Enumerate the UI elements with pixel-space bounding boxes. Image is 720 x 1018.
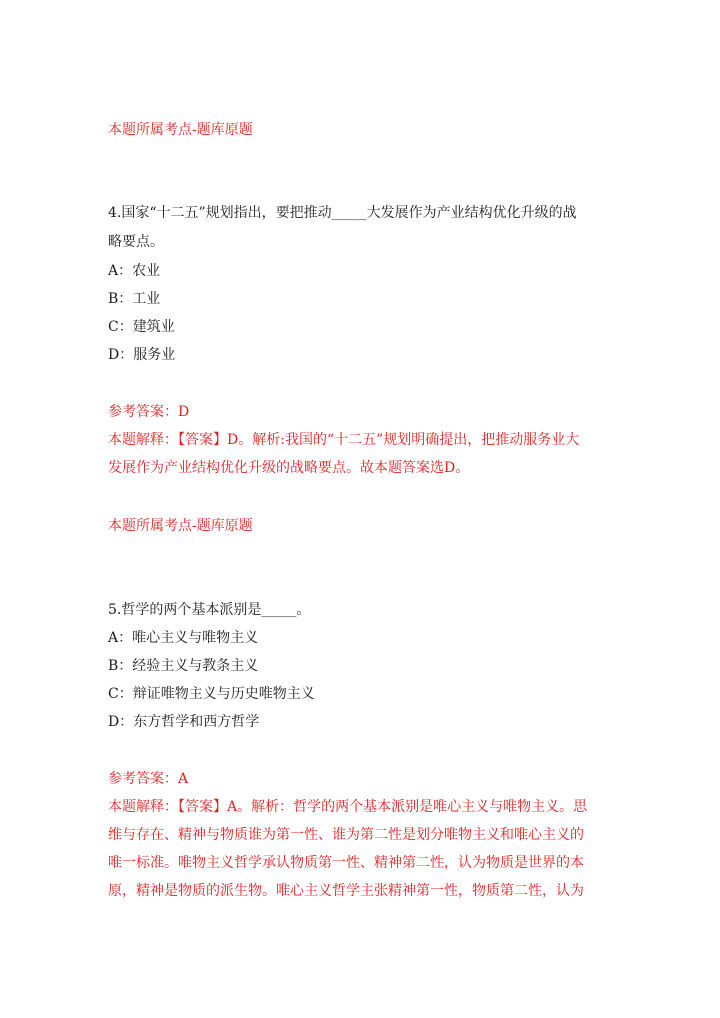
question-source-label: 本题所属考点-题库原题: [108, 122, 253, 138]
question-4-answer: 参考答案：D: [108, 404, 190, 420]
question-4-option-a: A：农业: [108, 263, 161, 279]
question-5-stem: 5.哲学的两个基本派别是_____。: [108, 602, 311, 618]
question-5-option-b: B：经验主义与教条主义: [108, 658, 259, 674]
question-5-option-a: A：唯心主义与唯物主义: [108, 630, 259, 646]
question-4-stem-line-1: 4.国家“十二五”规划指出，要把推动_____大发展作为产业结构优化升级的战: [108, 205, 577, 221]
question-5-explanation-line-3: 唯一标准。唯物主义哲学承认物质第一性、精神第二性，认为物质是世界的本: [108, 855, 584, 871]
question-4-explanation-line-2: 发展作为产业结构优化升级的战略要点。故本题答案选D。: [108, 460, 470, 476]
question-5-explanation-line-4: 原，精神是物质的派生物。唯心主义哲学主张精神第一性，物质第二性，认为: [108, 883, 584, 899]
question-5-answer: 参考答案：A: [108, 771, 189, 787]
question-5-explanation-line-2: 维与存在、精神与物质谁为第一性、谁为第二性是划分唯物主义和唯心主义的: [108, 827, 584, 843]
question-5-explanation-line-1: 本题解释：【答案】A。解析：哲学的两个基本派别是唯心主义与唯物主义。思: [108, 799, 588, 815]
question-4-option-b: B：工业: [108, 291, 161, 307]
question-5-option-d: D：东方哲学和西方哲学: [108, 714, 260, 730]
question-4-explanation-line-1: 本题解释：【答案】D。解析:我国的“十二五”规划明确提出，把推动服务业大: [108, 432, 580, 448]
question-4-option-d: D：服务业: [108, 347, 176, 363]
question-4-option-c: C：建筑业: [108, 319, 175, 335]
question-4-stem-line-2: 略要点。: [108, 234, 164, 250]
question-4-source-label: 本题所属考点-题库原题: [108, 518, 253, 534]
question-5-option-c: C：辩证唯物主义与历史唯物主义: [108, 686, 315, 702]
